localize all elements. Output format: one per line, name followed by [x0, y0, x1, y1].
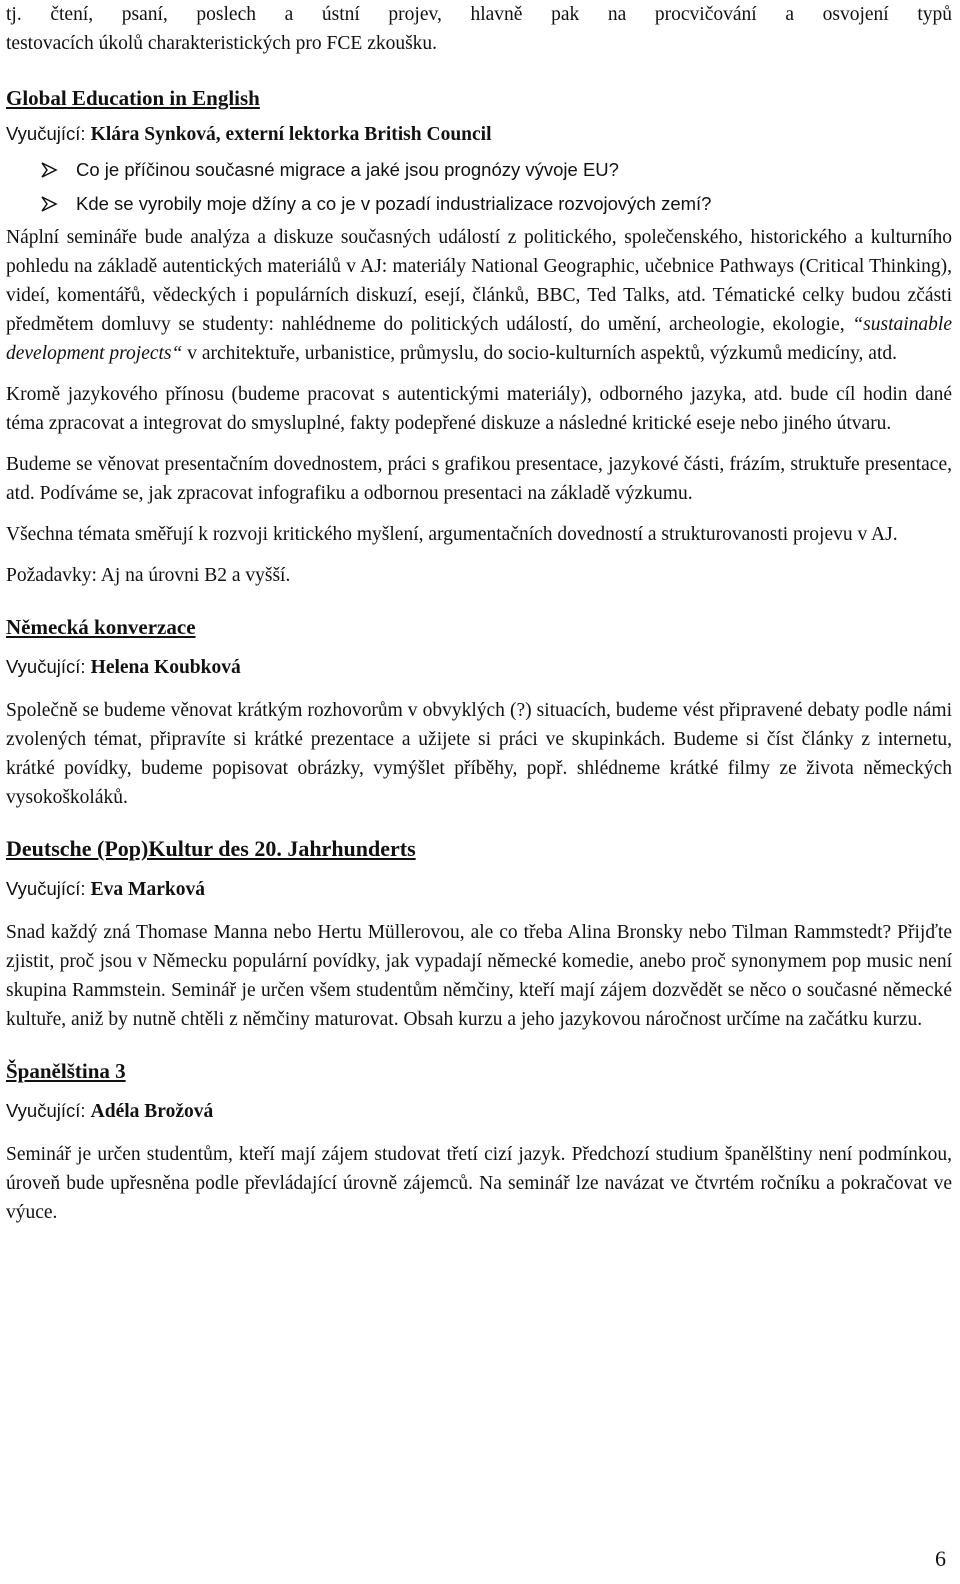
teacher-line: [6, 874, 952, 904]
teacher-label: Vyučující:: [6, 878, 91, 899]
teacher-line: [6, 652, 952, 682]
document-page: [6, 0, 952, 1227]
intro-line-2: testovacích úkolů charakteristických pro FCE zkoušku.: [6, 33, 438, 54]
section-spanish: [6, 1056, 952, 1227]
teacher-line: [6, 1096, 952, 1126]
paragraph: [6, 223, 952, 368]
section-title: Německá konverzace: [6, 615, 196, 639]
bullet-text: Kde se vyrobily moje džíny a co je v pozadí industrializace rozvojových zemí?: [76, 193, 712, 214]
paragraph: Kromě jazykového přínosu (budeme pracovat s autentickými materiály), odborného jazyka, atd. bude cíl hodin dané téma zpracovat a integrovat do smysluplné, fakty podepřené diskuze a následné kritické eseje nebo jiného útvaru.: [6, 384, 952, 434]
paragraph-text: Náplní semináře bude analýza a diskuze současných událostí z politického, společenského, historického a kulturního pohledu na základě autentických materiálů v AJ: materiály National Geographic, učebnice Pathways (Critical Thinking), videí, komentářů, vědeckých i populárních diskuzí, esejí, článků, BBC, Ted Talks, atd. Tématické celky budou zčásti předmětem domluvy se studenty: nahlédneme do politických událostí, do umění, archeologie, ekologie,: [6, 227, 952, 335]
teacher-label: Vyučující:: [6, 656, 91, 677]
paragraph-italic-text: “sustainable development projects“: [6, 314, 952, 364]
paragraph: Budeme se věnovat presentačním dovednostem, práci s grafikou presentace, jazykové části, frázím, struktuře presentace, atd. Podíváme se, jak zpracovat infografiku a odbornou presentaci na základě výzkumu.: [6, 454, 952, 504]
paragraph: Seminář je určen studentům, kteří mají zájem studovat třetí cizí jazyk. Předchozí studium španělštiny není podmínkou, úroveň bude upřesněna podle převládající úrovně zájemců. Na seminář lze navázat ve čtvrtém ročníku a pokračovat ve výuce.: [6, 1144, 952, 1223]
paragraph: Snad každý zná Thomase Manna nebo Hertu Müllerovou, ale co třeba Alina Bronsky nebo Tilman Rammstedt? Přijďte zjistit, proč jsou v Německu populární povídky, jak vypadají německé komedie, anebo proč synonymem pop music není skupina Rammstein. Seminář je určen všem studentům němčiny, kteří mají zájem dozvědět se něco o současné německé kultuře, aniž by nutně chtěli z němčiny maturovat. Obsah kurzu a jeho jazykovou náročnost určíme na začátku kurzu.: [6, 922, 952, 1030]
section-title: Deutsche (Pop)Kultur des 20. Jahrhunderts: [6, 836, 416, 861]
teacher-name: Helena Koubková: [90, 657, 241, 678]
teacher-name: Eva Marková: [90, 879, 205, 900]
arrow-bullet-icon: [40, 187, 60, 221]
teacher-label: Vyučující:: [6, 123, 91, 144]
paragraph: Společně se budeme věnovat krátkým rozhovorům v obvyklých (?) situacích, budeme vést připravené debaty podle námi zvolených témat, připravíte si krátké prezentace a užijete si práci ve skupinkách. Budeme si číst články z internetu, krátké povídky, budeme popisovat obrázky, vymýšlet příběhy, popř. shlédneme krátké filmy ze života německých vysokoškoláků.: [6, 700, 952, 808]
bullet-item: [40, 153, 952, 187]
bullet-item: [40, 187, 952, 221]
section-german-conversation: [6, 612, 952, 812]
requirements: Požadavky: Aj na úrovni B2 a vyšší.: [6, 565, 291, 586]
section-title: Global Education in English: [6, 86, 260, 110]
section-global-education: [6, 83, 952, 590]
teacher-name: Adéla Brožová: [90, 1101, 214, 1122]
paragraph-text: v architektuře, urbanistice, průmyslu, do socio-kulturních aspektů, výzkumů medicíny, atd.: [182, 343, 898, 364]
teacher-name: Klára Synková, externí lektorka British Council: [90, 124, 492, 145]
paragraph: Všechna témata směřují k rozvoji kritického myšlení, argumentačních dovedností a strukturovanosti projevu v AJ.: [6, 524, 898, 545]
teacher-label: Vyučující:: [6, 1100, 91, 1121]
section-title: Španělština 3: [6, 1059, 126, 1083]
bullet-text: Co je příčinou současné migrace a jaké jsou prognózy vývoje EU?: [76, 159, 619, 180]
arrow-bullet-icon: [40, 153, 60, 187]
page-number: 6: [935, 1546, 946, 1571]
bullet-list: [6, 153, 952, 221]
section-deutsche-kultur: [6, 834, 952, 1034]
intro-line-1: tj. čtení, psaní, poslech a ústní projev, hlavně pak na procvičování a osvojení typů: [6, 4, 952, 25]
teacher-line: [6, 119, 952, 149]
